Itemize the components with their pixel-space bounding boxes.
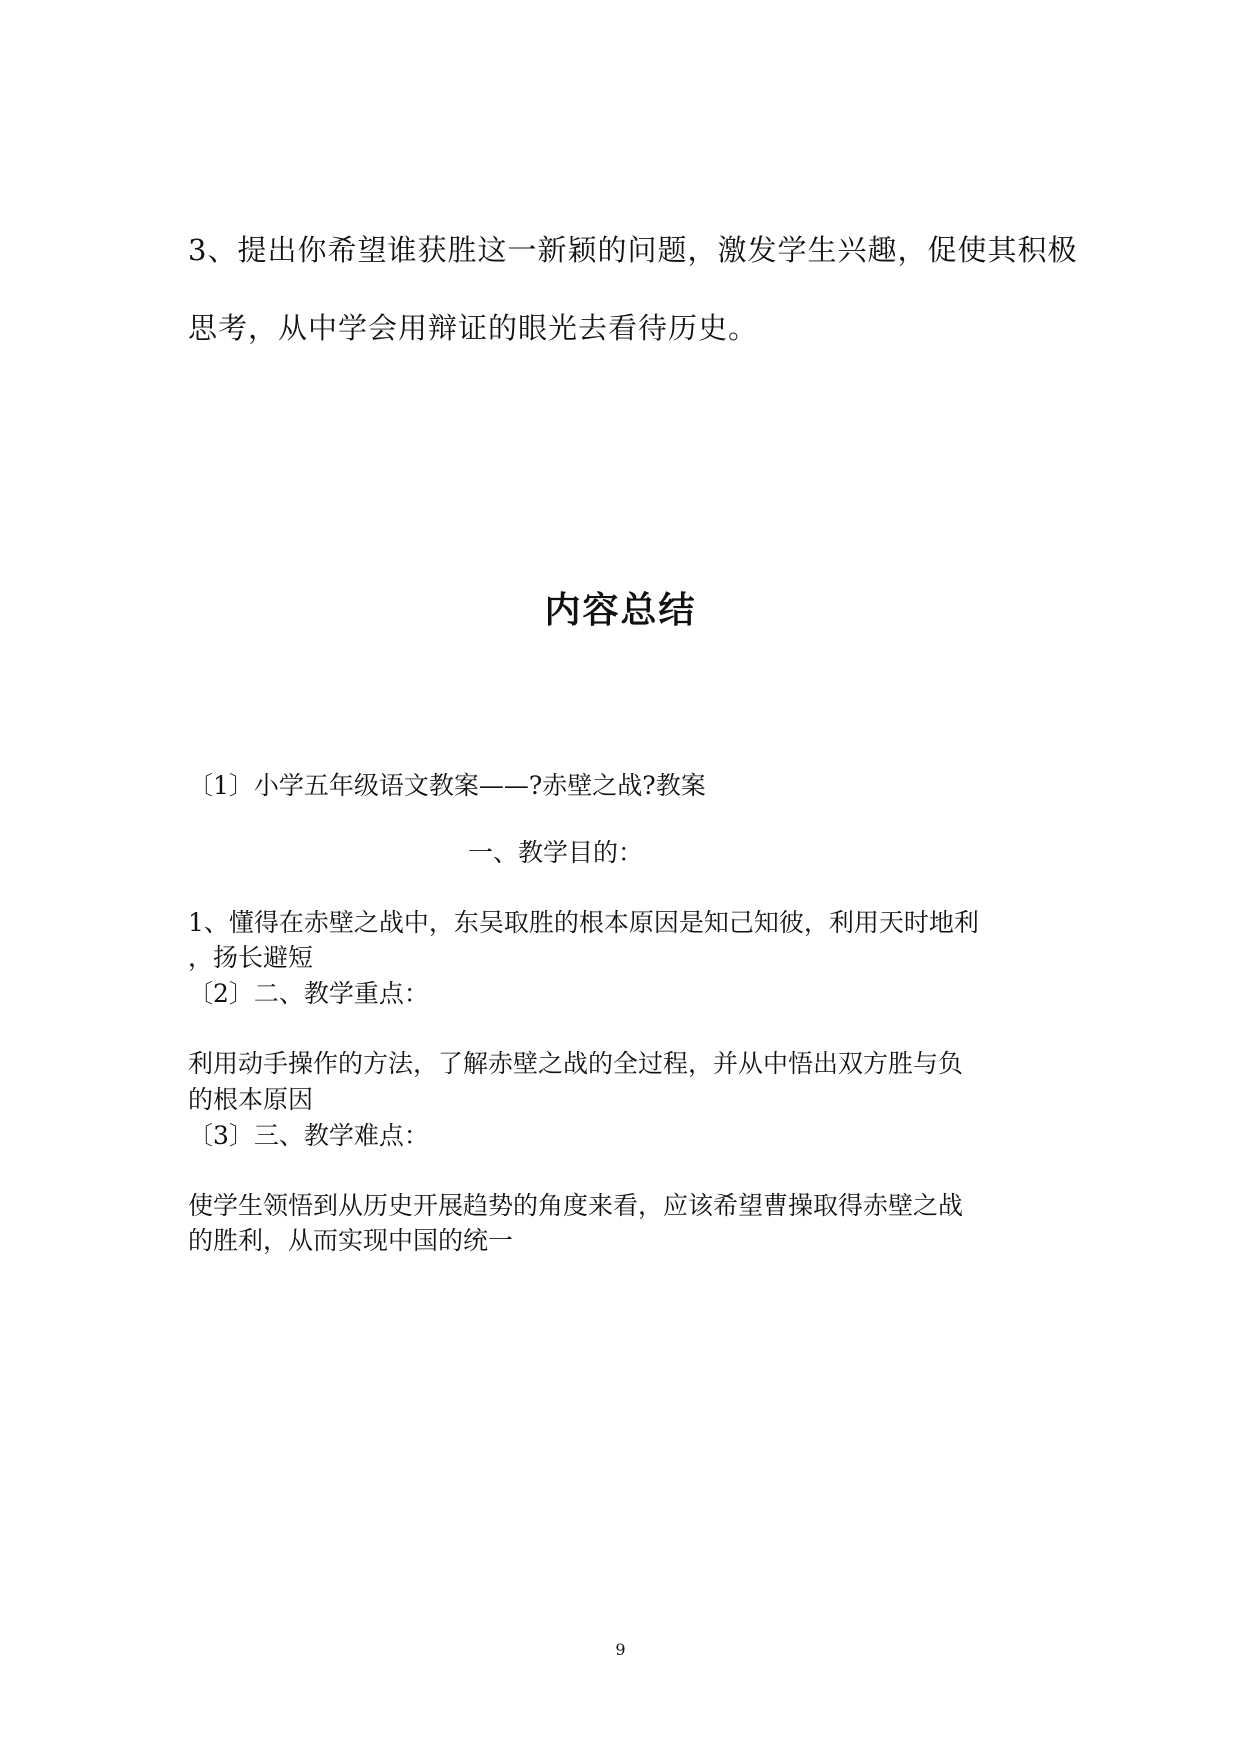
item1-heading: 〔1〕小学五年级语文教案——?赤壁之战?教案 [188, 771, 706, 800]
item2-heading: 〔2〕二、教学重点： [188, 979, 429, 1008]
focus-line-2: 的根本原因 [188, 1085, 314, 1114]
objective-line-2: ，扬长避短 [188, 943, 314, 972]
focus-line-1: 利用动手操作的方法，了解赤壁之战的全过程，并从中悟出双方胜与负 [188, 1049, 964, 1078]
objective-heading: 一、教学目的： [468, 838, 644, 867]
difficulty-line-2: 的胜利，从而实现中国的统一 [188, 1226, 514, 1255]
summary-title: 内容总结 [544, 590, 697, 631]
intro-line-2: 思考，从中学会用辩证的眼光去看待历史。 [188, 311, 759, 345]
objective-line-1: 1、懂得在赤壁之战中，东吴取胜的根本原因是知己知彼，利用天时地利 [188, 908, 979, 937]
difficulty-line-1: 使学生领悟到从历史开展趋势的角度来看，应该希望曹操取得赤壁之战 [188, 1191, 964, 1220]
intro-line-1: 3、提出你希望谁获胜这一新颖的问题，激发学生兴趣，促使其积极 [188, 233, 1078, 267]
page-number: 9 [615, 1640, 626, 1659]
item3-heading: 〔3〕三、教学难点： [188, 1121, 429, 1150]
